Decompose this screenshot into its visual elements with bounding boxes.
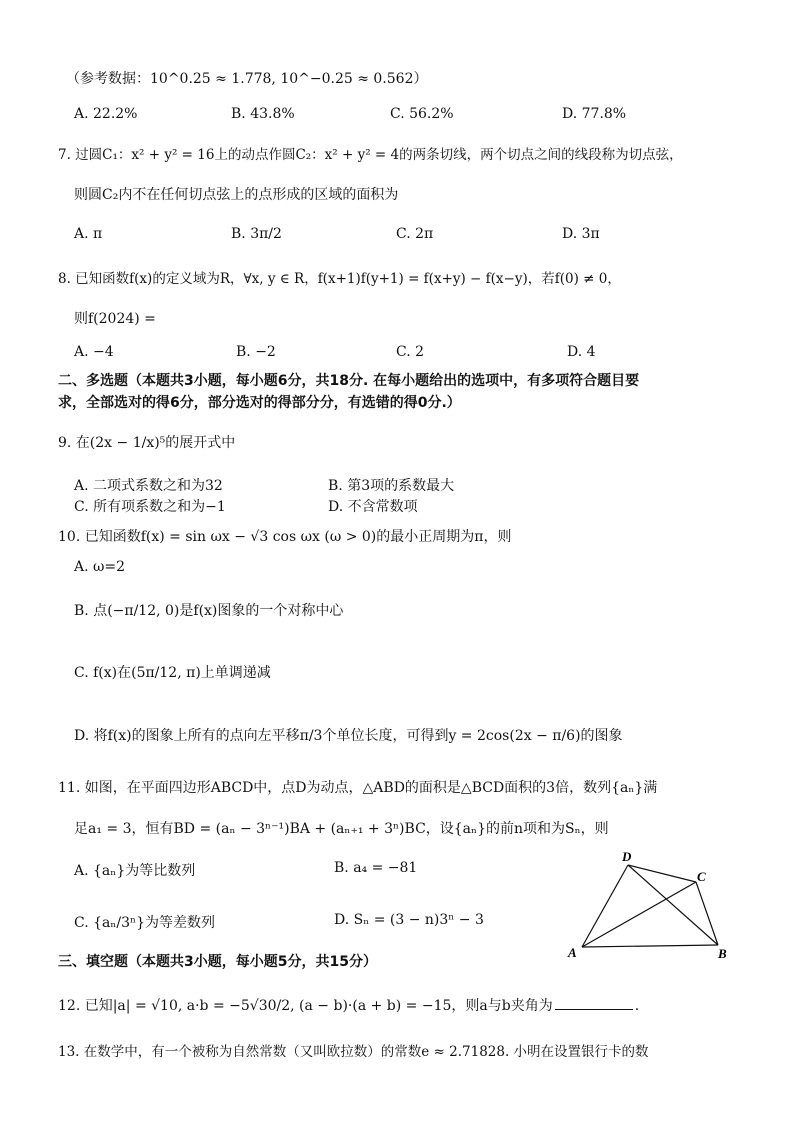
q7-stem-line2: 则圆C₂内不在任何切点弦上的点形成的区域的面积为	[74, 187, 399, 203]
section2-heading-line1: 二、多选题（本题共3小题，每小题6分，共18分. 在每小题给出的选项中，有多项符合题目要	[58, 373, 640, 389]
q11-stem-line2: 足a₁ = 3，恒有BD = (aₙ − 3ⁿ⁻¹)BA + (aₙ₊₁ + 3ⁿ)BC，设{aₙ}的前n项和为Sₙ，则	[74, 821, 609, 837]
q10-option-d[interactable]: D. 将f(x)的图象上所有的点向左平移π/3个单位长度，可得到y = 2cos(2x − π/6)的图象	[74, 728, 623, 744]
section3-heading: 三、填空题（本题共3小题，每小题5分，共15分）	[58, 954, 377, 970]
q6-option-b[interactable]: B. 43.8%	[231, 106, 295, 122]
q10-option-c[interactable]: C. f(x)在(5π/12, π)上单调递减	[74, 665, 271, 681]
edge-ad	[582, 865, 628, 947]
quadrilateral-abcd-figure	[560, 845, 740, 965]
q8-option-a[interactable]: A. −4	[74, 344, 114, 360]
q7-stem-line1: 7. 过圆C₁：x² + y² = 16上的动点作圆C₂：x² + y² = 4的两条切线，两个切点之间的线段称为切点弦，	[58, 147, 683, 163]
q6-option-c[interactable]: C. 56.2%	[390, 106, 454, 122]
q12-stem	[58, 995, 639, 1015]
vertex-label-b: B	[718, 946, 727, 961]
q12-tail: .	[634, 998, 640, 1014]
q10-option-b[interactable]: B. 点(−π/12, 0)是f(x)图象的一个对称中心	[74, 603, 344, 619]
q9-stem: 9. 在(2x − 1/x)⁵的展开式中	[58, 435, 236, 451]
reference-data: （参考数据：10^0.25 ≈ 1.778, 10^−0.25 ≈ 0.562）	[66, 71, 428, 87]
q6-option-a[interactable]: A. 22.2%	[74, 106, 138, 122]
q9-option-b[interactable]: B. 第3项的系数最大	[328, 478, 455, 494]
q8-stem-line2: 则f(2024) =	[74, 311, 156, 327]
edge-ab	[582, 945, 718, 947]
q12-text: 12. 已知|a| = √10, a·b = −5√30/2, (a − b)·(a + b) = −15，则a与b夹角为	[58, 998, 553, 1014]
q8-stem-line1: 8. 已知函数f(x)的定义域为R，∀x, y ∈ R，f(x+1)f(y+1) = f(x+y) − f(x−y)，若f(0) ≠ 0，	[58, 271, 621, 287]
q8-option-b[interactable]: B. −2	[236, 344, 276, 360]
vertex-label-a: A	[568, 945, 577, 960]
q11-option-b[interactable]: B. a₄ = −81	[334, 860, 418, 876]
q8-option-d[interactable]: D. 4	[567, 344, 596, 360]
q11-stem-line1: 11. 如图，在平面四边形ABCD中，点D为动点，△ABD的面积是△BCD面积的3倍，数列{aₙ}满	[58, 780, 658, 796]
q9-option-c[interactable]: C. 所有项系数之和为−1	[74, 499, 226, 515]
q11-option-c[interactable]: C. {aₙ/3ⁿ}为等差数列	[74, 915, 216, 931]
q8-option-c[interactable]: C. 2	[396, 344, 425, 360]
q9-option-d[interactable]: D. 不含常数项	[328, 499, 418, 515]
diagonal-ac	[582, 882, 696, 947]
section2-heading-line2: 求，全部选对的得6分，部分选对的得部分分，有选错的得0分.）	[58, 395, 461, 411]
q11-option-a[interactable]: A. {aₙ}为等比数列	[74, 863, 196, 879]
q10-option-a[interactable]: A. ω=2	[74, 559, 126, 575]
q7-option-c[interactable]: C. 2π	[396, 226, 434, 242]
q7-option-a[interactable]: A. π	[74, 226, 103, 242]
vertex-label-c: C	[697, 869, 706, 884]
q13-stem: 13. 在数学中，有一个被称为自然常数（又叫欧拉数）的常数e ≈ 2.71828. 小明在设置银行卡的数	[58, 1044, 649, 1060]
q10-stem: 10. 已知函数f(x) = sin ωx − √3 cos ωx (ω > 0)的最小正周期为π，则	[58, 529, 512, 545]
q7-option-d[interactable]: D. 3π	[562, 226, 600, 242]
q6-option-d[interactable]: D. 77.8%	[562, 106, 627, 122]
q11-option-d[interactable]: D. Sₙ = (3 − n)3ⁿ − 3	[334, 912, 484, 928]
q9-option-a[interactable]: A. 二项式系数之和为32	[74, 478, 223, 494]
q7-option-b[interactable]: B. 3π/2	[231, 226, 282, 242]
vertex-label-d: D	[622, 849, 632, 864]
q12-answer-blank[interactable]	[555, 995, 633, 1010]
